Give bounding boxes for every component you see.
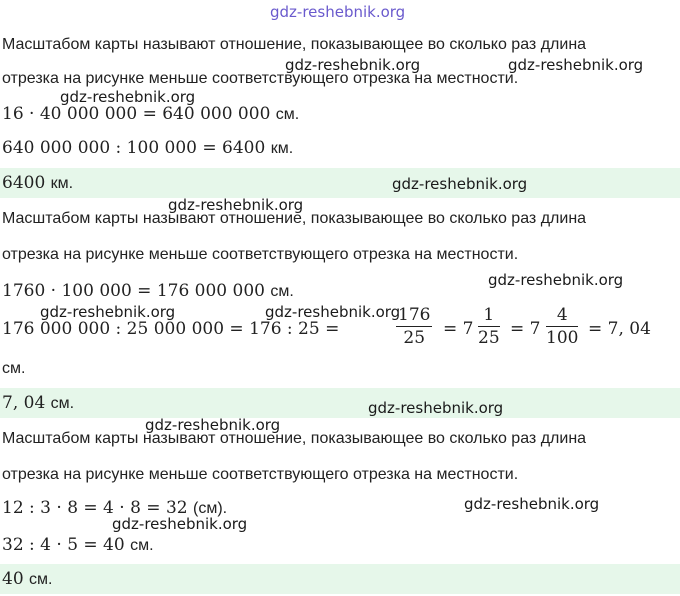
task2-step2-d: = 7, 04 xyxy=(588,319,651,339)
watermark: gdz-reshebnik.org xyxy=(40,303,176,321)
fraction-1-25 xyxy=(478,304,500,349)
definition-line-1: Масштабом карты называют отношение, показывающее во сколько раз длина xyxy=(2,36,587,53)
task2-answer: 7, 04 см. xyxy=(2,393,75,413)
task2-step2-unit: см. xyxy=(2,360,26,377)
task2-step2-a: 176 000 000 : 25 000 000 = 176 : 25 = xyxy=(2,319,340,339)
fraction-176-25 xyxy=(396,304,432,349)
fraction-numerator: 176 xyxy=(398,305,431,325)
watermark: gdz-reshebnik.org xyxy=(270,3,406,21)
fraction-numerator: 1 xyxy=(478,304,500,327)
task3-step1: 12 : 3 · 8 = 4 · 8 = 32 (см). xyxy=(2,498,228,518)
definition-line-2: отрезка на рисунке меньше соответствующего отрезка на местности. xyxy=(2,70,519,87)
task2-step2-b: = 7 xyxy=(443,319,474,339)
watermark: gdz-reshebnik.org xyxy=(168,196,304,214)
fraction-denominator: 100 xyxy=(546,328,579,348)
fraction-numerator: 4 xyxy=(546,304,578,327)
watermark: gdz-reshebnik.org xyxy=(285,56,421,74)
definition-line-1: Масштабом карты называют отношение, показывающее во сколько раз длина xyxy=(2,210,587,227)
task3-answer: 40 см. xyxy=(2,569,53,589)
watermark: gdz-reshebnik.org xyxy=(265,303,401,321)
task1-step1: 16 · 40 000 000 = 640 000 000 см. xyxy=(2,104,300,124)
watermark: gdz-reshebnik.org xyxy=(368,399,504,417)
watermark: gdz-reshebnik.org xyxy=(145,416,281,434)
task1-answer-bar xyxy=(0,168,680,198)
fraction-denominator: 25 xyxy=(478,328,500,348)
watermark: gdz-reshebnik.org xyxy=(392,175,528,193)
fraction-denominator: 25 xyxy=(403,328,426,348)
task2-answer-bar xyxy=(0,388,680,418)
task3-step2: 32 : 4 · 5 = 40 см. xyxy=(2,535,154,555)
definition-line-2: отрезка на рисунке меньше соответствующего отрезка на местности. xyxy=(2,466,519,483)
definition-line-2: отрезка на рисунке меньше соответствующего отрезка на местности. xyxy=(2,246,519,263)
watermark: gdz-reshebnik.org xyxy=(488,271,624,289)
fraction-4-100 xyxy=(546,304,578,349)
task1-answer: 6400 км. xyxy=(2,173,74,193)
watermark: gdz-reshebnik.org xyxy=(60,88,196,106)
watermark: gdz-reshebnik.org xyxy=(464,495,600,513)
watermark: gdz-reshebnik.org xyxy=(508,56,644,74)
task3-answer-bar xyxy=(0,564,680,594)
task2-step2-c: = 7 xyxy=(510,319,541,339)
watermark: gdz-reshebnik.org xyxy=(112,515,248,533)
definition-line-1: Масштабом карты называют отношение, показывающее во сколько раз длина xyxy=(2,430,587,447)
task2-step1: 1760 · 100 000 = 176 000 000 см. xyxy=(2,281,294,301)
task1-step2: 640 000 000 : 100 000 = 6400 км. xyxy=(2,138,294,158)
